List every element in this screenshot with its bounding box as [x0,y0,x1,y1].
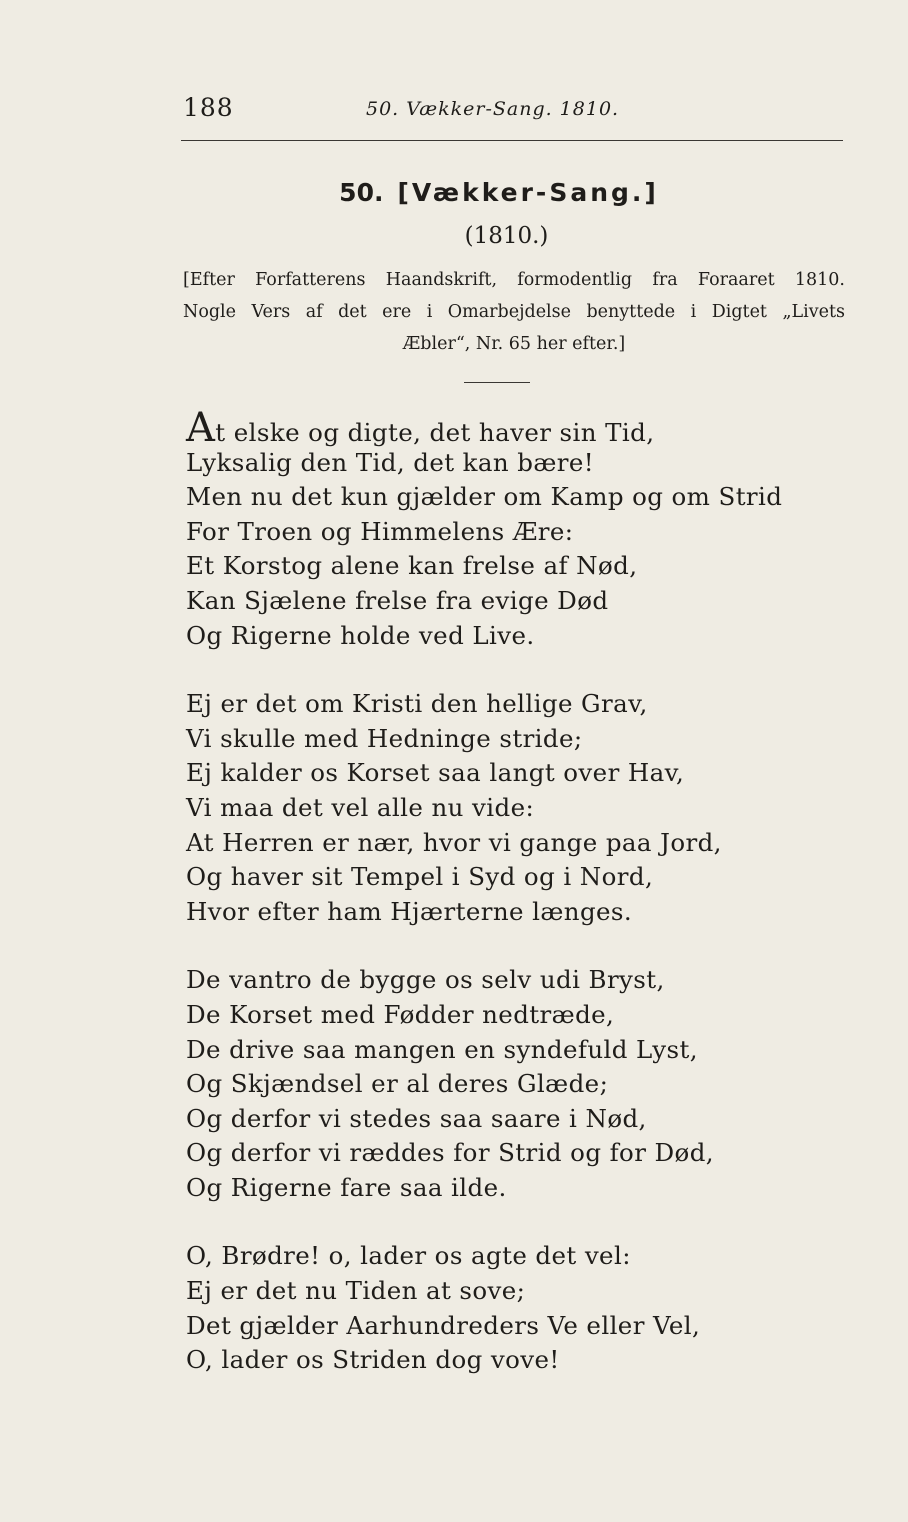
verse-line: For Troen og Himmelens Ære: [186,516,574,546]
stanza-2 [186,687,856,929]
stanza-4 [186,1239,856,1377]
verse-line: De drive saa mangen en syndefuld Lyst, [186,1034,698,1064]
poem-body [186,405,856,1378]
verse-line: Men nu det kun gjælder om Kamp og om Strid [186,482,783,512]
editorial-note-line: Nogle Vers af det ere i Omarbejdelse benyttede i Digtet „Livets [183,302,845,322]
verse-line: Ej kalder os Korset saa langt over Hav, [186,758,685,788]
running-title: 50. Vækker-Sang. 1810. [366,98,620,120]
verse-line: Og haver sit Tempel i Syd og i Nord, [186,862,654,892]
header-rule [181,140,843,141]
editorial-note-line: Æbler“, Nr. 65 her efter.] [402,334,626,354]
editorial-note [183,264,845,360]
section-rule [464,382,530,383]
verse-line: De vantro de bygge os selv udi Bryst, [186,965,665,995]
verse-line: Et Korstog alene kan frelse af Nød, [186,551,638,581]
verse-line-first [186,405,856,451]
editorial-note-line: [Efter Forfatterens Haandskrift, formodentlig fra Foraaret 1810. [183,270,845,290]
verse-line: Og derfor vi ræddes for Strid og for Død, [186,1138,714,1168]
verse-line: O, Brødre! o, lader os agte det vel: [186,1241,631,1271]
poem-year: (1810.) [464,223,549,249]
verse-line: Lyksalig den Tid, det kan bære! [186,447,595,477]
verse-line: Det gjælder Aarhundreders Ve eller Vel, [186,1310,701,1340]
verse-line: Kan Sjælene frelse fra evige Død [186,585,609,615]
stanza-3 [186,963,856,1205]
poem-title [0,178,908,207]
verse-line: Hvor efter ham Hjærterne længes. [186,896,633,926]
verse-line: Vi maa det vel alle nu vide: [186,792,535,822]
poem-title-text: [Vækker-Sang.] [397,178,659,207]
verse-line: O, lader os Striden dog vove! [186,1345,560,1375]
verse-line: De Korset med Fødder nedtræde, [186,999,615,1029]
initial-letter: A [186,405,216,451]
verse-line: Ej er det nu Tiden at sove; [186,1276,526,1306]
verse-line: Og Rigerne holde ved Live. [186,620,535,650]
page-number: 188 [183,93,234,122]
stanza-1 [186,405,856,653]
verse-line: Ej er det om Kristi den hellige Grav, [186,689,648,719]
verse-line-rest: t elske og digte, det haver sin Tid, [215,418,655,447]
verse-line: Og Skjændsel er al deres Glæde; [186,1069,609,1099]
verse-line: At Herren er nær, hvor vi gange paa Jord, [186,827,722,857]
verse-line: Og Rigerne fare saa ilde. [186,1172,507,1202]
verse-line: Og derfor vi stedes saa saare i Nød, [186,1103,647,1133]
poem-number: 50. [339,178,384,207]
verse-line: Vi skulle med Hedninge stride; [186,723,583,753]
